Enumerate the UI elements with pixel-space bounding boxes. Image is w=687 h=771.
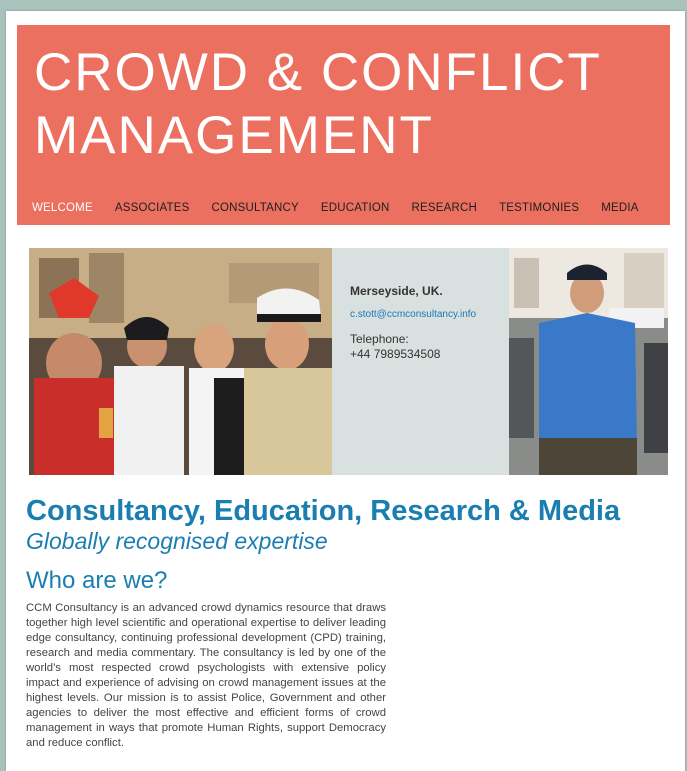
police-officer-illustration <box>509 248 668 475</box>
contact-box <box>332 248 509 475</box>
police-crowd-photo <box>29 248 332 475</box>
page-tagline: Globally recognised expertise <box>26 528 328 554</box>
contact-city: Merseyside, UK. <box>350 284 443 298</box>
nav-media[interactable]: MEDIA <box>601 202 639 214</box>
page-container <box>6 11 685 771</box>
hero-banner <box>29 248 671 475</box>
police-officer-photo <box>509 248 668 475</box>
police-crowd-illustration <box>29 248 332 475</box>
section-title: Who are we? <box>26 567 168 594</box>
nav-education[interactable]: EDUCATION <box>320 202 390 214</box>
site-title-line2: MANAGEMENT <box>34 106 434 165</box>
contact-telephone: +44 7989534508 <box>350 347 441 361</box>
nav-welcome[interactable]: WELCOME <box>32 202 93 214</box>
site-title-line1: CROWD & CONFLICT <box>34 43 602 102</box>
page-headline: Consultancy, Education, Research & Media <box>26 495 621 527</box>
nav-associates[interactable]: ASSOCIATES <box>114 202 190 214</box>
nav-testimonies[interactable]: TESTIMONIES <box>499 202 580 214</box>
site-header <box>17 25 670 225</box>
contact-telephone-label: Telephone: <box>350 332 409 346</box>
nav-research[interactable]: RESEARCH <box>411 202 478 214</box>
nav-consultancy[interactable]: CONSULTANCY <box>211 202 299 214</box>
main-nav <box>32 202 661 214</box>
about-paragraph: CCM Consultancy is an advanced crowd dynamics resource that draws together high level scientific and operational expertise to deliver leading edge consultancy, continuing professional development (CPD) training, research and media commentary. The consultancy is led by one of the world’s most respected crowd psychologists with extensive policy impact and experience of advising on crowd management issues at the highest levels. Our mission is to assist Police, Government and other agencies to deliver the most effective and efficient forms of crowd management in ways that promote Human Rights, support Democracy and reduce conflict. <box>26 602 386 749</box>
contact-email-link[interactable]: c.stott@ccmconsultancy.info <box>350 309 477 320</box>
site-title[interactable] <box>34 41 664 167</box>
